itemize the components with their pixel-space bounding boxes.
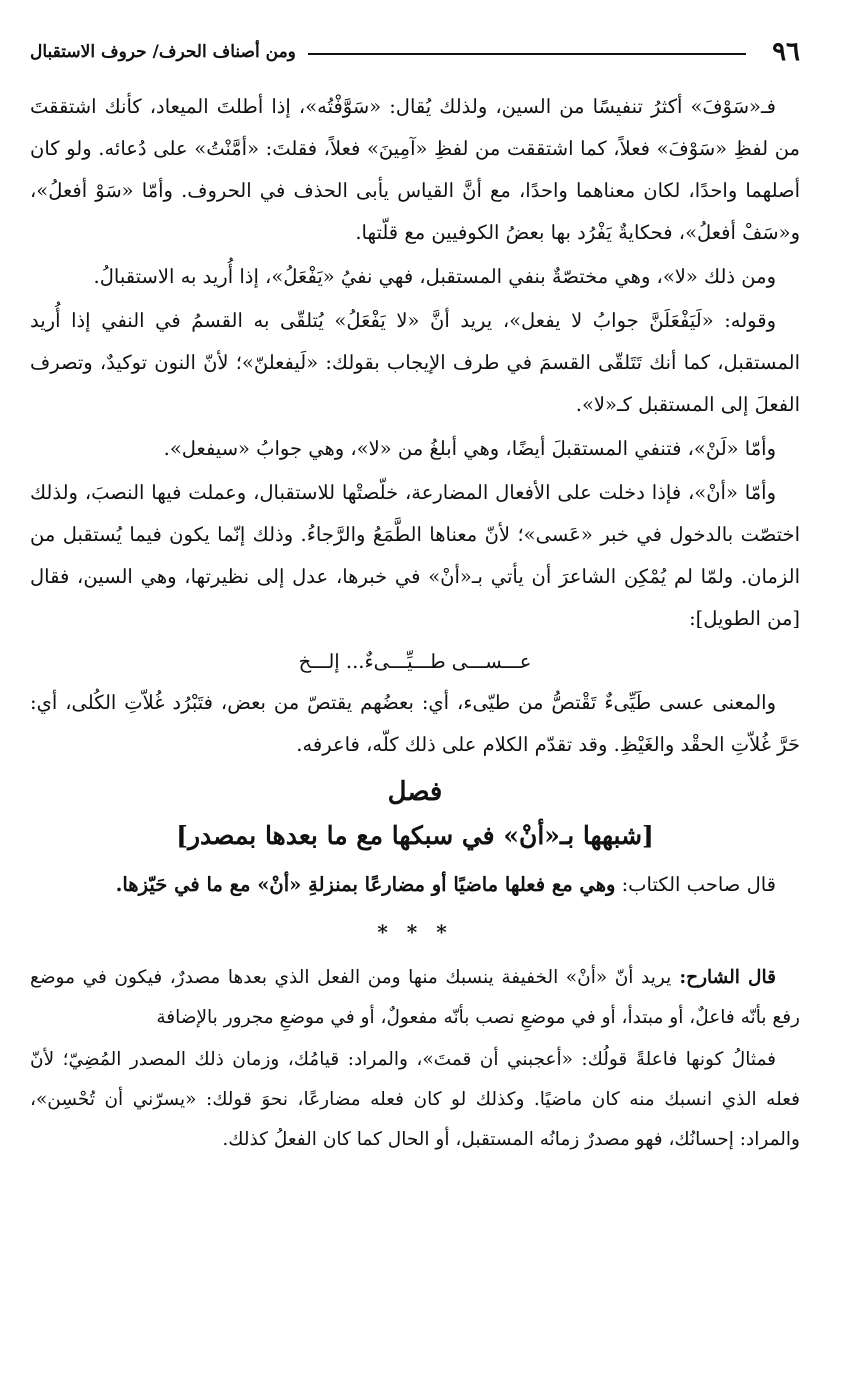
header-rule xyxy=(308,53,746,55)
paragraph: وأمّا «أنْ»، فإذا دخلت على الأفعال المضارعة، خلّصتْها للاستقبال، وعملت فيها النصبَ، ولذلك اختصّت بالدخول في خبر «عَسى»؛ لأنّ معناها الطَّمَعُ والرَّجاءُ. وذلك إنّما يكون فيما يُستقبل من الزمان. ولمّا لم يُمْكِن الشاعرَ أن يأتي بـ«أنْ» في خبرها، عدل إلى نظيرتها، وهي السين، فقال [من الطويل]: xyxy=(30,481,800,630)
paragraph: وأمّا «لَنْ»، فتنفي المستقبلَ أيضًا، وهي أبلغُ من «لا»، وهي جوابُ «سيفعل». xyxy=(163,437,776,460)
paragraph: وقوله: «لَيَفْعَلَنَّ جوابُ لا يفعل»، يريد أنَّ «لا يَفْعَلُ» يُتلقّى به القسمُ في النفي إذا أُريد المستقبل، كما أنك تَتَلقّى القسمَ في طرف الإيجاب بقولك: «لَيفعلنّ»؛ لأنّ النون توكيدٌ، وتصرف الفعلَ إلى المستقبل كـ«لا». xyxy=(30,309,800,416)
paragraph: فمثالُ كونها فاعلةً قولُك: «أعجبني أن قمتَ»، والمراد: قيامُك، وزمان ذلك المصدر المُضِيّ؛ لأنّ فعله الذي انسبك منه كان ماضيًا. وكذلك لو كان فعله مضارعًا، نحوَ قولك: «يسرّني أن تُحْسِن»، والمراد: إحسانُك، فهو مصدرٌ زمانُه المستقبل، أو الحال كما كان الفعلُ كذلك. xyxy=(30,1049,800,1150)
paragraph: ومن ذلك «لا»، وهي مختصّةٌ بنفي المستقبل، فهي نفيُ «يَفْعَلُ»، إذا أُريد به الاستقبالُ. xyxy=(93,265,776,288)
separator-stars: * * * xyxy=(377,920,453,944)
section-subtitle: [شبهها بـ«أنْ» في سبكها مع ما بعدها بمصدر] xyxy=(176,821,654,850)
section-title: فصل xyxy=(387,777,443,807)
paragraph: والمعنى عسى طَيِّىءٌ تَقْتصُّ من طيّىء، أي: بعضُهم يقتصّ من بعض، فتَبْرُد غُلاّتِ الكُلى، أي: حَرَّ غُلاّتِ الحقْد والغَيْظِ. وقد تقدّم الكلام على ذلك كلّه، فاعرفه. xyxy=(30,691,800,756)
author-quote-lead: قال صاحب الكتاب: xyxy=(615,873,776,896)
running-title: ومن أصناف الحرف/ حروف الاستقبال xyxy=(30,42,296,62)
verse-line: عـــســـى طـــيِّـــىءٌ... إلـــخ xyxy=(298,650,532,673)
page-header xyxy=(30,30,800,74)
commentary-lead: قال الشارح: xyxy=(671,967,776,988)
author-quote-text: وهي مع فعلها ماضيًا أو مضارعًا بمنزلةِ «أنْ» مع ما في حَيّزها. xyxy=(115,873,616,896)
paragraph: فـ«سَوْفَ» أكثرُ تنفيسًا من السين، ولذلك يُقال: «سَوَّفْتُه»، إذا أطلتَ الميعاد، كأنك اشتققتَ من لفظِ «سَوْفَ» فعلاً، كما اشتققت من لفظِ «آمِينَ» فعلاً، فقلتَ: «أمَّنْتُ» على دُعائه. ولو كان أصلهما واحدًا، لكان معناهما واحدًا، مع أنَّ القياس يأبى الحذف في الحروف. وأمّا «سَوْ أفعلُ»، و«سَفْ أفعلُ»، فحكايةٌ يَفْرُد بها بعضُ الكوفيين مع قلّتها. xyxy=(30,95,800,244)
page-number: ٩٦ xyxy=(772,37,800,67)
commentary-text: يريد أنّ «أنْ» الخفيفة ينسبك منها ومن الفعل الذي بعدها مصدرٌ، فيكون في موضع رفع بأنّه فاعلٌ، أو مبتدأ، أو في موضعِ نصب بأنّه مفعولٌ، أو في موضعِ مجرور بالإضافة xyxy=(30,967,800,1028)
author-quote xyxy=(30,864,800,906)
commentary xyxy=(30,958,800,1038)
